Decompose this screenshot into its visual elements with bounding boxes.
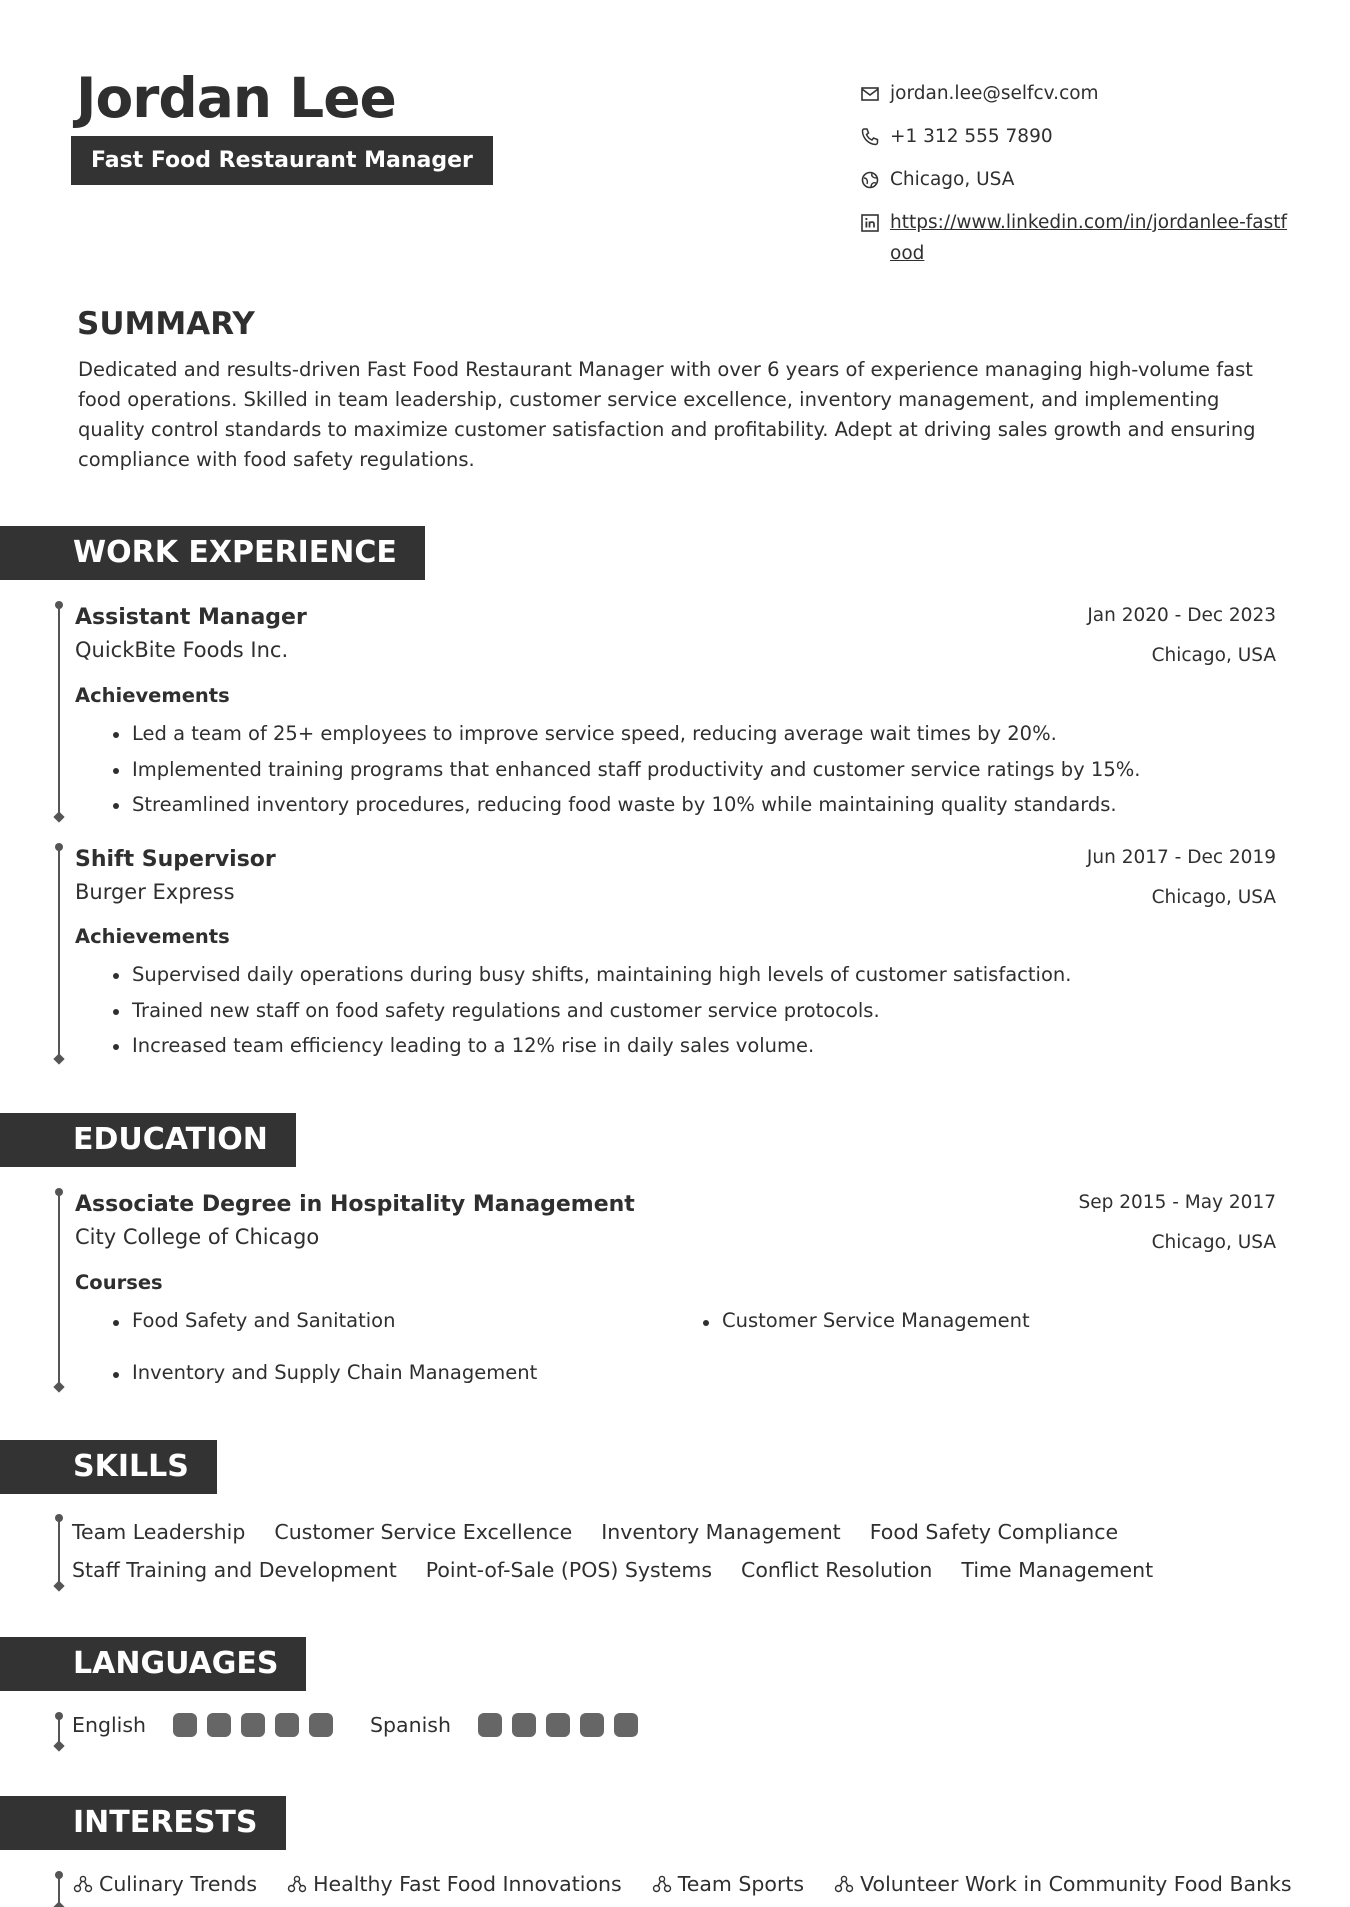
education-location: Chicago, USA — [1151, 1232, 1276, 1253]
level-dot — [546, 1713, 570, 1737]
interest-label: Team Sports — [677, 1872, 805, 1896]
interest-icon — [73, 1874, 93, 1894]
interest-label: Healthy Fast Food Innovations — [313, 1872, 622, 1896]
level-dot — [275, 1713, 299, 1737]
skill-item: Point-of-Sale (POS) Systems — [425, 1558, 713, 1582]
skills-list — [72, 1513, 1292, 1589]
level-dot — [173, 1713, 197, 1737]
course-item: Inventory and Supply Chain Management — [132, 1361, 538, 1384]
skill-item: Customer Service Excellence — [274, 1520, 573, 1544]
list-item: Increased team efficiency leading to a 12% rise in daily sales volume. — [132, 1028, 1071, 1064]
phone-text[interactable]: +1 312 555 7890 — [890, 126, 1053, 147]
job-company: QuickBite Foods Inc. — [75, 638, 289, 662]
interest-icon — [834, 1874, 854, 1894]
contact-email — [859, 78, 1294, 109]
interest-item — [73, 1872, 257, 1896]
linkedin-icon — [859, 212, 881, 234]
interest-item — [652, 1872, 804, 1896]
skill-item: Team Leadership — [72, 1520, 246, 1544]
phone-icon — [859, 126, 881, 148]
work-experience-heading: WORK EXPERIENCE — [0, 526, 425, 580]
list-item: Supervised daily operations during busy shifts, maintaining high levels of customer satisfaction. — [132, 957, 1071, 993]
achievements-heading: Achievements — [75, 684, 230, 707]
languages-heading: LANGUAGES — [0, 1637, 306, 1691]
level-dot — [614, 1713, 638, 1737]
level-dot — [309, 1713, 333, 1737]
job-title: Shift Supervisor — [75, 847, 276, 872]
skill-item: Conflict Resolution — [741, 1558, 933, 1582]
language-item — [370, 1713, 648, 1737]
location-text: Chicago, USA — [890, 169, 1015, 190]
language-level — [478, 1713, 648, 1737]
candidate-name: Jordan Lee — [76, 66, 396, 130]
language-level — [173, 1713, 343, 1737]
timeline-line — [58, 1716, 60, 1746]
education-heading: EDUCATION — [0, 1113, 296, 1167]
contact-location — [859, 164, 1294, 195]
location-icon — [859, 169, 881, 191]
timeline-line — [58, 1192, 60, 1387]
level-dot — [478, 1713, 502, 1737]
skill-item: Food Safety Compliance — [869, 1520, 1119, 1544]
language-name: English — [72, 1713, 147, 1737]
interest-icon — [287, 1874, 307, 1894]
education-dates: Sep 2015 - May 2017 — [1078, 1192, 1276, 1213]
timeline-line — [58, 605, 60, 817]
job-dates: Jan 2020 - Dec 2023 — [1087, 605, 1276, 626]
courses-heading: Courses — [75, 1271, 163, 1294]
interests-list — [73, 1872, 1322, 1896]
skill-item: Staff Training and Development — [72, 1558, 397, 1582]
list-item: Streamlined inventory procedures, reducing food waste by 10% while maintaining quality standards. — [132, 787, 1140, 823]
job-company: Burger Express — [75, 880, 235, 904]
interest-item — [287, 1872, 622, 1896]
achievements-list — [132, 957, 1071, 1064]
linkedin-link[interactable]: https://www.linkedin.com/in/jordanlee-fastfood — [890, 212, 1288, 264]
job-title-badge: Fast Food Restaurant Manager — [71, 136, 493, 185]
job-title: Assistant Manager — [75, 605, 307, 630]
contact-phone — [859, 121, 1294, 152]
job-location: Chicago, USA — [1151, 887, 1276, 908]
timeline-line — [58, 847, 60, 1059]
job-location: Chicago, USA — [1151, 645, 1276, 666]
mail-icon — [859, 83, 881, 105]
school-name: City College of Chicago — [75, 1225, 320, 1249]
skill-item: Inventory Management — [601, 1520, 841, 1544]
interest-icon — [652, 1874, 672, 1894]
interests-heading: INTERESTS — [0, 1796, 286, 1850]
summary-heading: SUMMARY — [77, 306, 255, 342]
summary-text: Dedicated and results-driven Fast Food Restaurant Manager with over 6 years of experience managing high-volume fast food operations. Skilled in team leadership, customer service excellence, inventory management, and implementing quality control standards to maximize customer satisfaction and profitability. Adept at driving sales growth and ensuring compliance with food safety regulations. — [78, 358, 1256, 471]
list-item: Trained new staff on food safety regulations and customer service protocols. — [132, 993, 1071, 1029]
contact-linkedin — [859, 207, 1294, 269]
course-item: Customer Service Management — [722, 1309, 1030, 1332]
skills-heading: SKILLS — [0, 1440, 217, 1494]
course-item: Food Safety and Sanitation — [132, 1309, 396, 1332]
level-dot — [512, 1713, 536, 1737]
achievements-heading: Achievements — [75, 925, 230, 948]
email-text[interactable]: jordan.lee@selfcv.com — [890, 83, 1099, 104]
contact-block — [859, 78, 1294, 281]
interest-item — [834, 1872, 1292, 1896]
degree-title: Associate Degree in Hospitality Management — [75, 1192, 635, 1217]
list-item: Implemented training programs that enhanced staff productivity and customer service ratings by 15%. — [132, 752, 1140, 788]
timeline-line — [58, 1875, 60, 1907]
achievements-list — [132, 716, 1140, 823]
language-name: Spanish — [370, 1713, 451, 1737]
interest-label: Culinary Trends — [99, 1872, 258, 1896]
skill-item: Time Management — [961, 1558, 1154, 1582]
language-item — [72, 1713, 343, 1737]
job-dates: Jun 2017 - Dec 2019 — [1086, 847, 1276, 868]
timeline-line — [58, 1518, 60, 1586]
level-dot — [580, 1713, 604, 1737]
list-item: Led a team of 25+ employees to improve service speed, reducing average wait times by 20%. — [132, 716, 1140, 752]
interest-label: Volunteer Work in Community Food Banks — [860, 1872, 1292, 1896]
level-dot — [207, 1713, 231, 1737]
level-dot — [241, 1713, 265, 1737]
